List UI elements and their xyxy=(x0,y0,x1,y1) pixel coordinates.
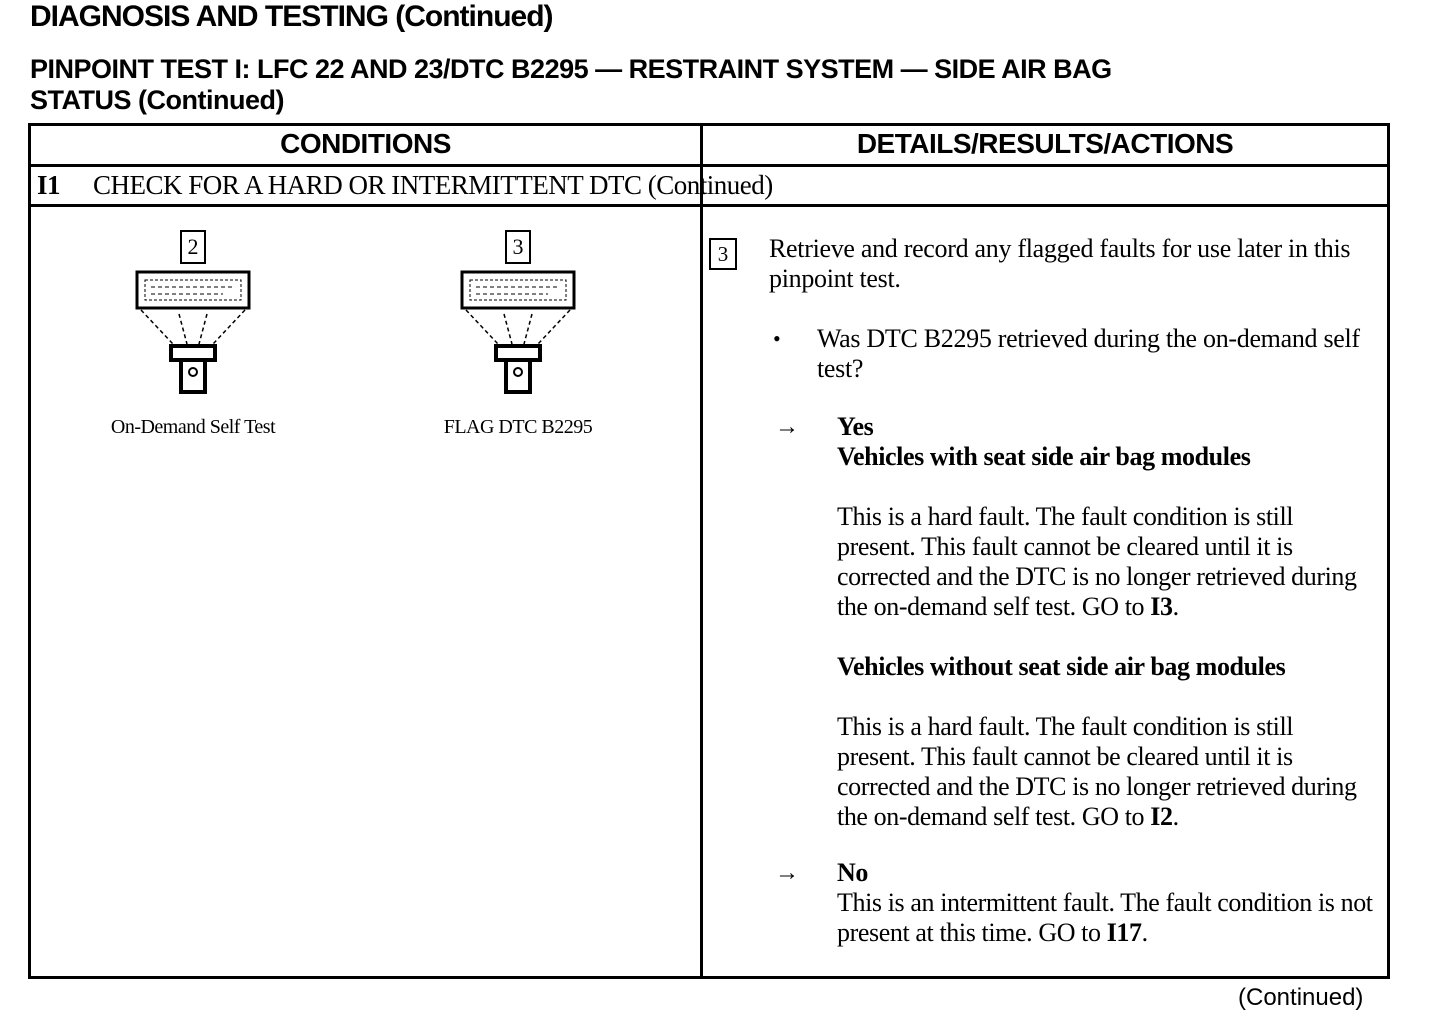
figure-flag-dtc xyxy=(408,230,628,439)
test-title-line-1: PINPOINT TEST I: LFC 22 AND 23/DTC B2295 — RESTRAINT SYSTEM — SIDE AIR BAG xyxy=(30,54,1112,84)
result-no-text: This is an intermittent fault. The fault condition is not present at this time. GO to I17. xyxy=(837,888,1373,947)
result-no xyxy=(837,858,1377,948)
step-title: CHECK FOR A HARD OR INTERMITTENT DTC (Continued) xyxy=(93,170,773,200)
result-yes xyxy=(837,412,1377,832)
column-divider xyxy=(700,126,703,976)
question-text: Was DTC B2295 retrieved during the on-demand self test? xyxy=(817,324,1360,383)
header-row-divider xyxy=(31,164,1387,167)
page-title: DIAGNOSIS AND TESTING (Continued) xyxy=(30,0,553,33)
case-heading-without-seat-modules: Vehicles without seat side air bag modules xyxy=(837,652,1286,681)
goto-step-link: I2 xyxy=(1150,802,1173,831)
case-heading-with-seat-modules: Vehicles with seat side air bag modules xyxy=(837,442,1251,471)
scan-tool-icon xyxy=(133,268,253,398)
step-id: I1 xyxy=(37,170,61,200)
arrow-right-icon: → xyxy=(775,414,799,440)
pinpoint-test-table xyxy=(28,123,1390,979)
column-header-conditions: CONDITIONS xyxy=(280,128,451,159)
step-number-box: 3 xyxy=(709,238,737,270)
column-header-details: DETAILS/RESULTS/ACTIONS xyxy=(856,128,1234,159)
arrow-right-icon: → xyxy=(775,860,799,886)
figure-number: 2 xyxy=(180,230,206,264)
case-text-without-seat-modules: This is a hard fault. The fault condition is still present. This fault cannot be cleared until it is corrected and the DTC is no longer retrieved during the on-demand self test. GO to I2. xyxy=(837,712,1357,831)
case-text-with-seat-modules: This is a hard fault. The fault condition is still present. This fault cannot be cleared until it is corrected and the DTC is no longer retrieved during the on-demand self test. GO to I3. xyxy=(837,502,1357,621)
result-no-label: No xyxy=(837,858,868,887)
scan-tool-icon xyxy=(458,268,578,398)
test-title-line-2: STATUS (Continued) xyxy=(30,85,284,115)
figure-number: 3 xyxy=(505,230,531,264)
goto-step-link: I17 xyxy=(1106,918,1142,947)
continued-footer: (Continued) xyxy=(1238,984,1364,1011)
result-yes-label: Yes xyxy=(837,412,874,441)
step-row-divider xyxy=(31,204,1387,207)
step-row xyxy=(37,170,773,201)
pinpoint-test-title xyxy=(30,54,1112,116)
figure-caption: FLAG DTC B2295 xyxy=(443,416,593,438)
figure-on-demand-self-test xyxy=(83,230,303,439)
bullet-icon: • xyxy=(773,326,781,351)
goto-step-link: I3 xyxy=(1150,592,1173,621)
instruction-text: Retrieve and record any flagged faults for use later in this pinpoint test. xyxy=(769,234,1351,293)
figure-caption: On-Demand Self Test xyxy=(110,416,276,438)
